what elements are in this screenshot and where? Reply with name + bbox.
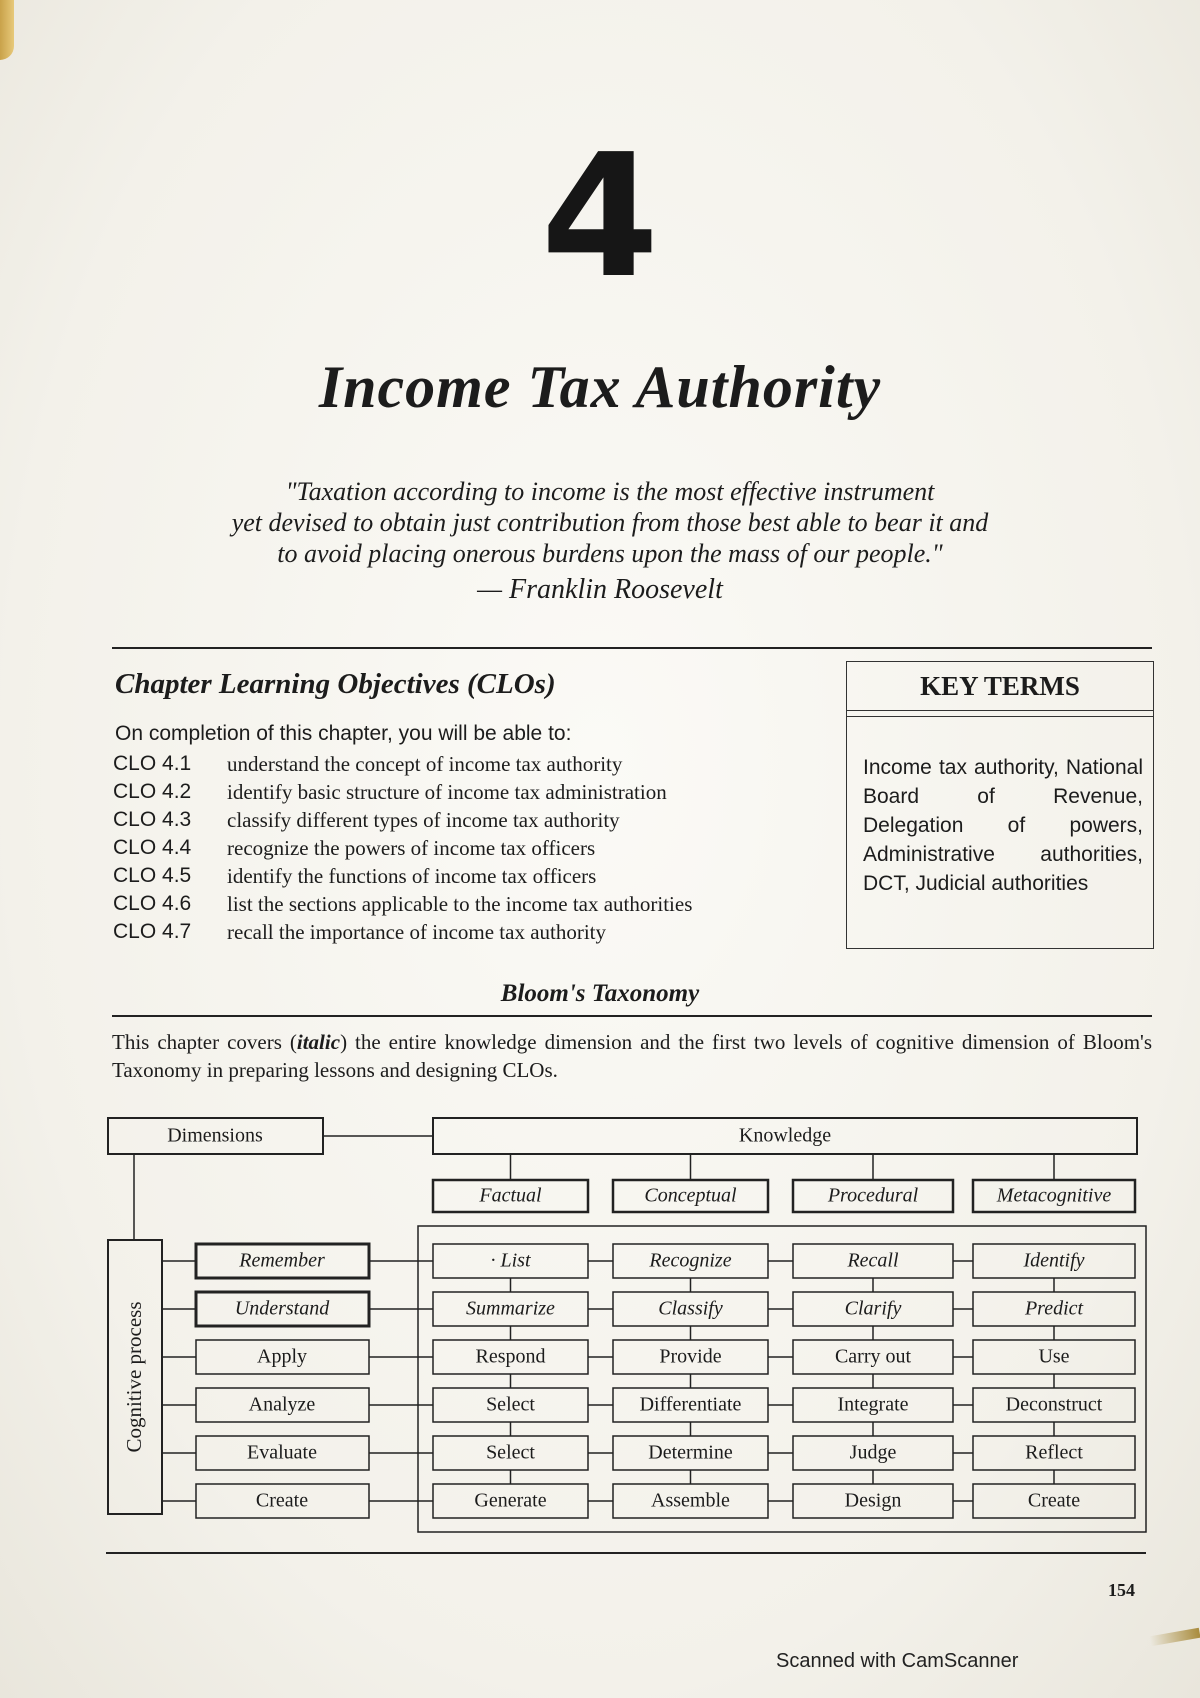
cognitive-process-label: Cognitive process: [121, 1301, 146, 1453]
bloom-desc-italic: italic: [296, 1030, 341, 1054]
verb-label: Clarify: [844, 1297, 902, 1320]
chapter-number: 4: [540, 118, 660, 316]
process-label: Evaluate: [247, 1441, 317, 1464]
verb-label: Create: [1027, 1489, 1081, 1512]
clo-heading: Chapter Learning Objectives (CLOs): [115, 668, 556, 700]
quote-line: yet devised to obtain just contribution from those best able to bear it and: [231, 508, 989, 537]
footer-divider: [106, 1552, 1146, 1554]
quote-line: to avoid placing onerous burdens upon the mass of our people.": [277, 539, 943, 568]
process-label: Create: [255, 1489, 309, 1512]
bloom-title: Bloom's Taxonomy: [500, 980, 700, 1007]
chapter-title: Income Tax Authority: [318, 354, 882, 420]
clo-code: CLO 4.5: [113, 864, 192, 887]
knowledge-type-label: Procedural: [827, 1184, 919, 1207]
dimensions-label: Dimensions: [167, 1124, 263, 1147]
key-terms-text: Income tax authority, National Board of Revenue, Delegation of powers, Administrative authorities, DCT, Judicial authorities: [863, 756, 1143, 895]
verb-label: Determine: [648, 1441, 733, 1464]
verb-label: Recall: [847, 1249, 899, 1272]
verb-label: Judge: [849, 1441, 897, 1464]
page-number: 154: [1108, 1580, 1135, 1600]
clo-code: CLO 4.1: [113, 752, 192, 775]
verb-label: Use: [1038, 1345, 1070, 1368]
clo-code: CLO 4.3: [113, 808, 192, 831]
clo-code: CLO 4.6: [113, 892, 192, 915]
process-label: Apply: [257, 1345, 307, 1368]
verb-label: · List: [490, 1249, 531, 1272]
clo-text: recognize the powers of income tax officers: [227, 835, 596, 860]
knowledge-type-label: Metacognitive: [996, 1184, 1112, 1207]
verb-label: Reflect: [1025, 1441, 1083, 1464]
verb-label: Select: [486, 1393, 535, 1416]
verb-label: Summarize: [466, 1297, 555, 1320]
clo-code: CLO 4.4: [113, 836, 192, 859]
verb-label: Carry out: [834, 1345, 912, 1368]
clo-intro: On completion of this chapter, you will be able to:: [115, 722, 572, 745]
clo-text: list the sections applicable to the income tax authorities: [227, 891, 693, 916]
verb-label: Differentiate: [639, 1393, 742, 1416]
verb-label: Classify: [658, 1297, 723, 1320]
knowledge-type-label: Factual: [479, 1184, 542, 1207]
scanner-watermark: Scanned with CamScanner: [776, 1650, 1019, 1672]
clo-code: CLO 4.2: [113, 780, 192, 803]
knowledge-type-label: Conceptual: [644, 1184, 737, 1207]
verb-label: Select: [486, 1441, 535, 1464]
verb-label: Predict: [1024, 1297, 1084, 1320]
process-label: Understand: [234, 1297, 330, 1320]
quote-author: — Franklin Roosevelt: [477, 574, 723, 605]
verb-label: Identify: [1023, 1249, 1085, 1272]
process-label: Analyze: [248, 1393, 316, 1416]
clo-code: CLO 4.7: [113, 920, 192, 943]
clo-text: identify basic structure of income tax administration: [227, 779, 667, 804]
clo-text: identify the functions of income tax officers: [227, 863, 597, 888]
process-label: Remember: [239, 1249, 325, 1272]
knowledge-label: Knowledge: [738, 1124, 832, 1147]
verb-label: Deconstruct: [1005, 1393, 1103, 1416]
verb-label: Respond: [475, 1345, 546, 1368]
clo-text: recall the importance of income tax authority: [227, 919, 607, 944]
bloom-desc-text: ) the entire knowledge dimension and the first two levels of cognitive dimension of Bloom's Taxonomy in preparing lessons and designing CLOs.: [112, 1030, 1152, 1082]
bloom-desc-text: This chapter covers (: [112, 1030, 297, 1054]
clo-text: understand the concept of income tax authority: [227, 751, 623, 776]
verb-label: Assemble: [651, 1489, 730, 1512]
verb-label: Generate: [474, 1489, 547, 1512]
verb-grid-frame: [418, 1226, 1146, 1532]
quote-line: "Taxation according to income is the most effective instrument: [285, 477, 935, 506]
verb-label: Provide: [659, 1345, 722, 1368]
verb-label: Integrate: [837, 1393, 909, 1416]
key-terms-title: KEY TERMS: [847, 662, 1153, 711]
verb-label: Design: [844, 1489, 902, 1512]
clo-text: classify different types of income tax authority: [227, 807, 620, 832]
verb-label: Recognize: [649, 1249, 732, 1272]
